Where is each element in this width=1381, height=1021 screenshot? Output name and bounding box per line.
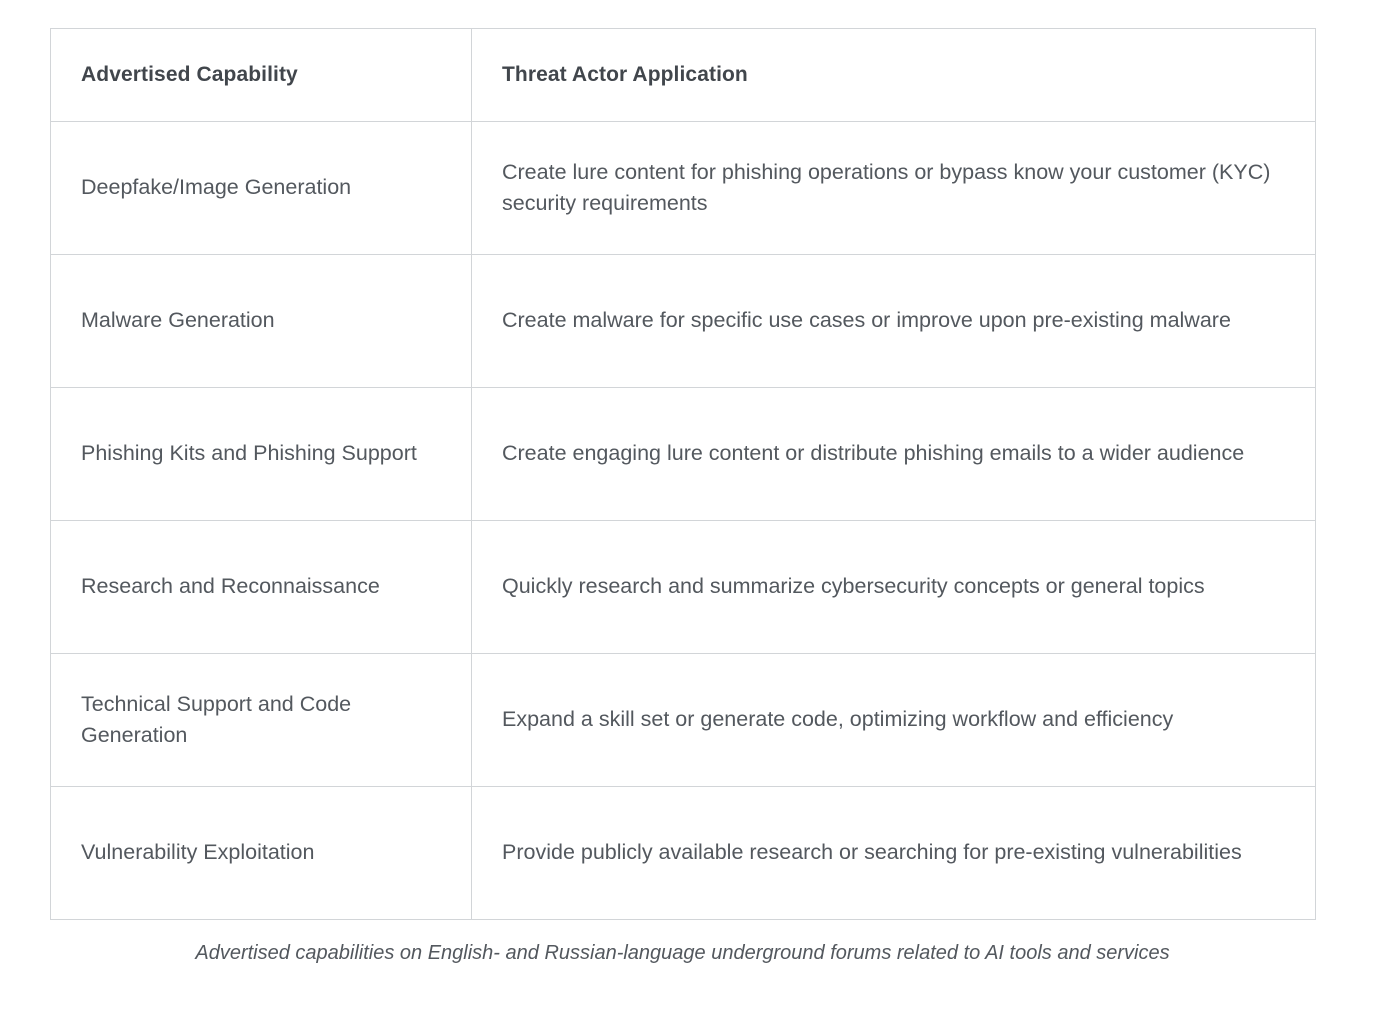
table-body xyxy=(51,122,1316,920)
cell-application: Create engaging lure content or distribute phishing emails to a wider audience xyxy=(472,388,1316,521)
column-header-threat-actor-application: Threat Actor Application xyxy=(472,29,1316,122)
cell-application: Create malware for specific use cases or improve upon pre-existing malware xyxy=(472,255,1316,388)
cell-capability: Malware Generation xyxy=(51,255,472,388)
cell-application: Create lure content for phishing operations or bypass know your customer (KYC) security requirements xyxy=(472,122,1316,255)
cell-capability: Technical Support and Code Generation xyxy=(51,654,472,787)
cell-application: Provide publicly available research or searching for pre-existing vulnerabilities xyxy=(472,787,1316,920)
table-header-row xyxy=(51,29,1316,122)
table-row xyxy=(51,122,1316,255)
cell-capability: Vulnerability Exploitation xyxy=(51,787,472,920)
table-row xyxy=(51,787,1316,920)
table-caption: Advertised capabilities on English- and Russian-language underground forums related to AI tools and services xyxy=(195,942,1170,964)
table-row xyxy=(51,521,1316,654)
table-row xyxy=(51,654,1316,787)
table-row xyxy=(51,255,1316,388)
table-row xyxy=(51,388,1316,521)
cell-capability: Phishing Kits and Phishing Support xyxy=(51,388,472,521)
table-header xyxy=(51,29,1316,122)
capability-table xyxy=(50,28,1316,920)
cell-application: Quickly research and summarize cybersecurity concepts or general topics xyxy=(472,521,1316,654)
column-header-advertised-capability: Advertised Capability xyxy=(51,29,472,122)
cell-capability: Deepfake/Image Generation xyxy=(51,122,472,255)
cell-capability: Research and Reconnaissance xyxy=(51,521,472,654)
cell-application: Expand a skill set or generate code, optimizing workflow and efficiency xyxy=(472,654,1316,787)
